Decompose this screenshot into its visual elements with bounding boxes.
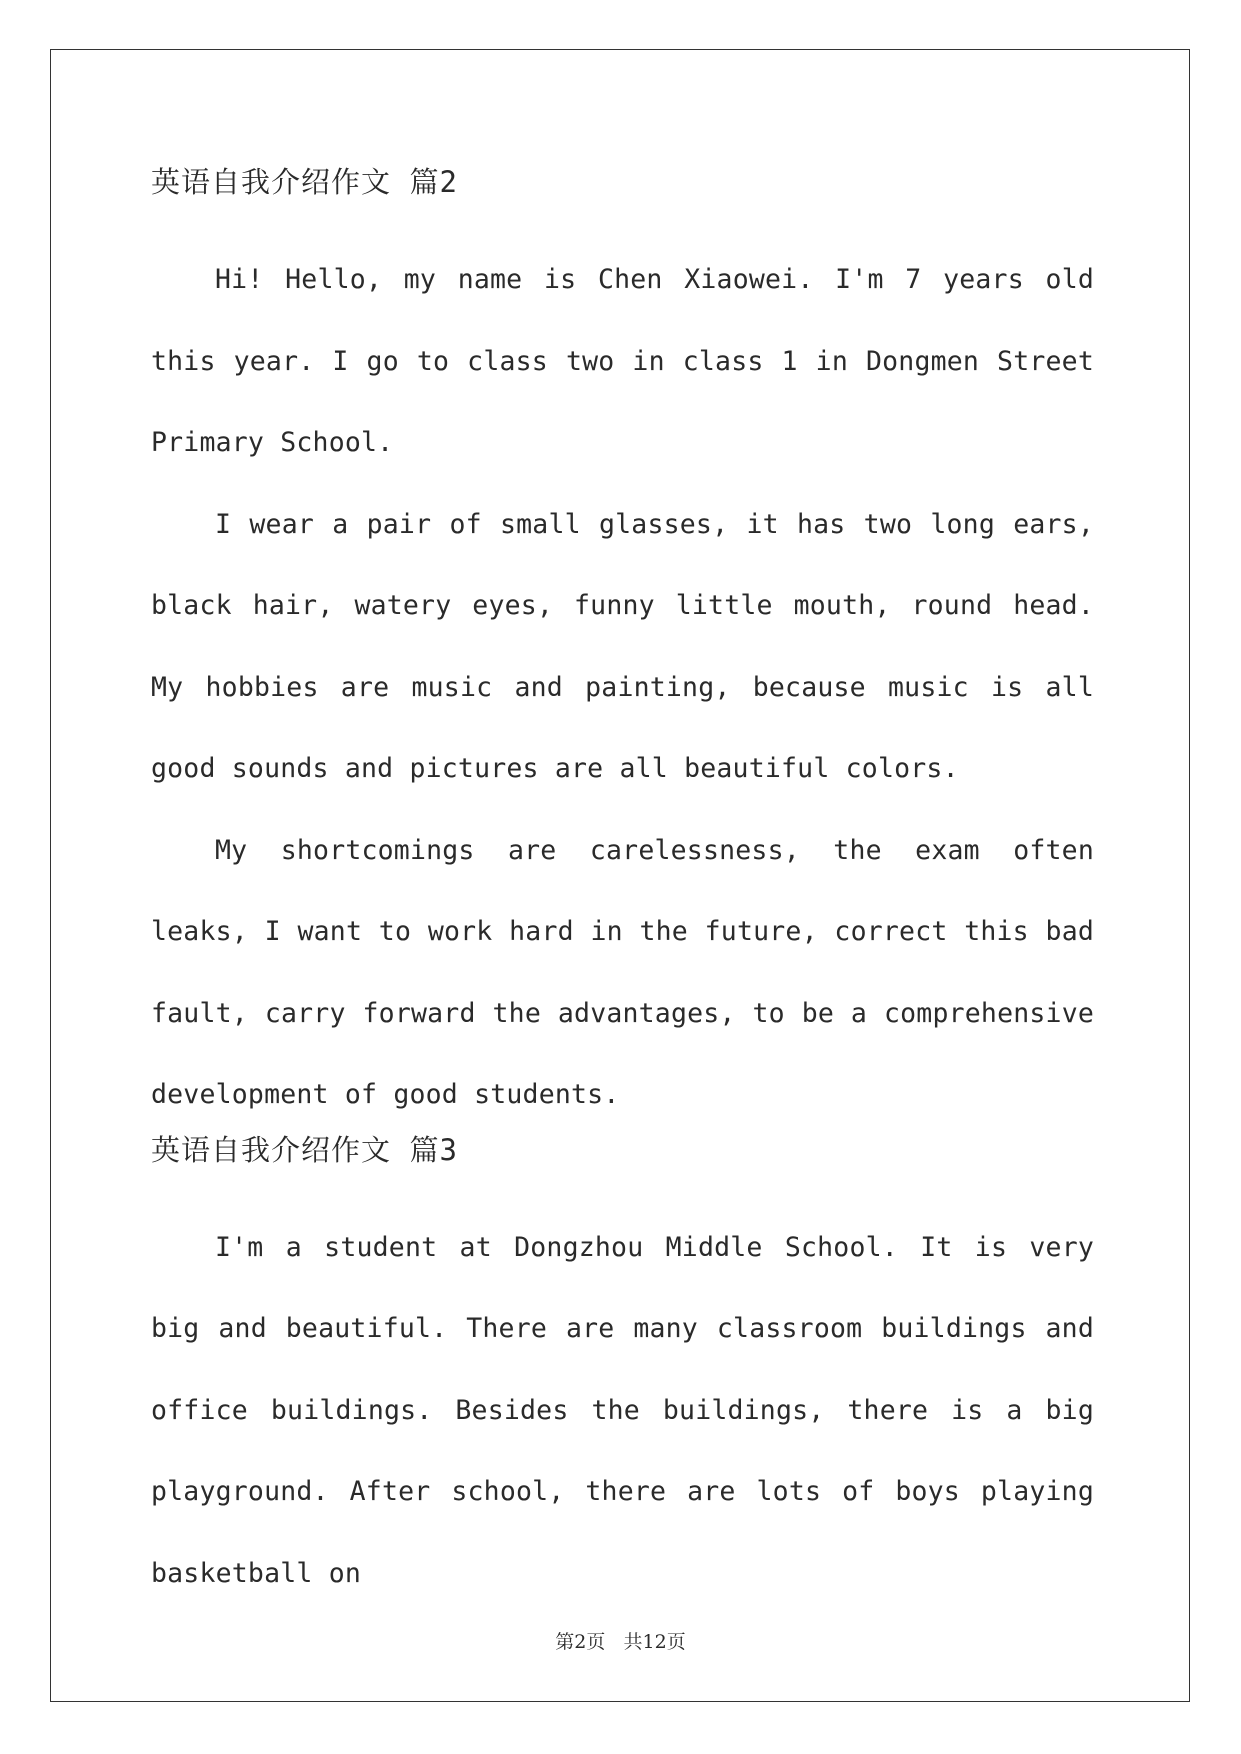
paragraph: Hi! Hello, my name is Chen Xiaowei. I'm 7 years old this year. I go to class two in class 1 in Dongmen Street Primary School. [151, 264, 1094, 458]
section-heading: 英语自我介绍作文 篇3 [151, 1132, 458, 1167]
section-heading: 英语自我介绍作文 篇2 [151, 165, 458, 199]
page-number: 第2页 [555, 1631, 606, 1653]
document-body [151, 158, 1094, 1614]
paragraph: My shortcomings are carelessness, the exam often leaks, I want to work hard in the future, correct this bad fault, carry forward the advantages, to be a comprehensive development of good students. [151, 834, 1094, 1110]
page-footer [0, 1627, 1241, 1654]
paragraph: I wear a pair of small glasses, it has two long ears, black hair, watery eyes, funny little mouth, round head. My hobbies are music and painting, because music is all good sounds and pictures are all beautiful colors. [151, 508, 1094, 784]
page-total: 共12页 [623, 1631, 686, 1653]
paragraph: I'm a student at Dongzhou Middle School. It is very big and beautiful. There are many classroom buildings and office buildings. Besides the buildings, there is a big playground. After school, there are lots of boys playing basketball on [151, 1231, 1094, 1589]
